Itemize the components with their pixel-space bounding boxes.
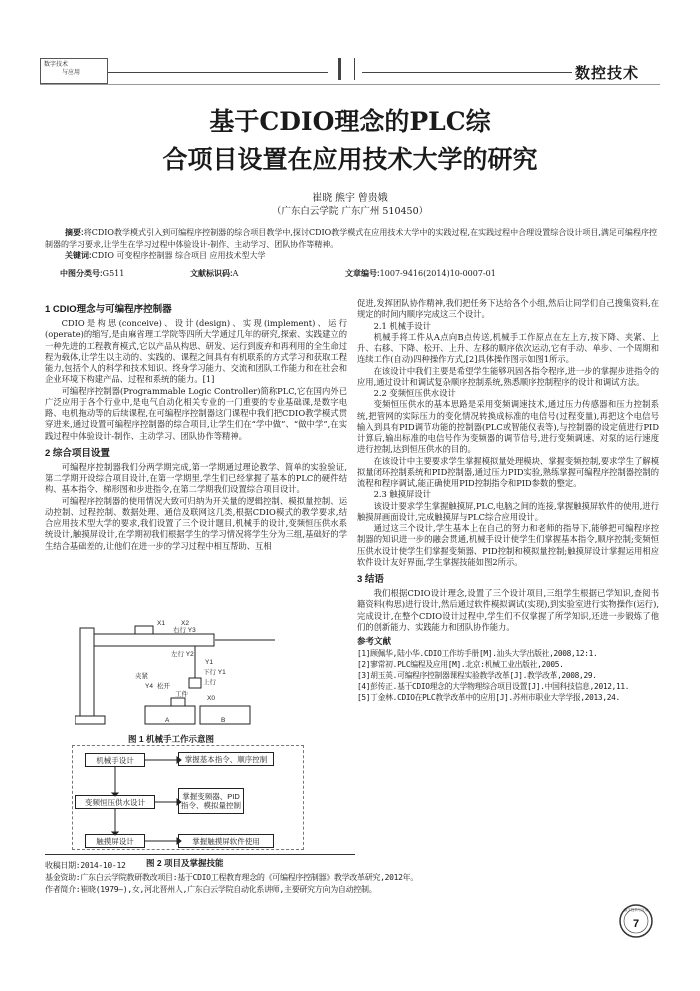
reference-item: [1]顾佩华,陆小华.CDIO工作坊手册[M].汕头大学出版社,2008,12:1. — [357, 649, 598, 659]
left-column-text — [45, 298, 347, 600]
reference-item: [5]丁金林.CDIO在PLC教学改革中的应用[J].苏州市职业大学学报,2013,24. — [357, 693, 620, 703]
header-divider-bar — [338, 58, 341, 80]
paragraph: 机械手将工件从A点向B点传送,机械手工作原点在左上方,按下降、夹紧、上升、右移、下降、松开、上升、左移的顺序依次运动,它有手动、单步、一个周期和连续工作(自动)四种操作方式,[2]具体操作图示如图1所示。 — [357, 331, 659, 365]
clc-code: 中图分类号:G511 — [60, 269, 125, 278]
footnote-block — [45, 860, 657, 896]
header-rule-right — [362, 72, 572, 73]
paragraph: 促进,发挥团队协作精神,我们把任务下达给各个小组,然后让同学们自己搜集资料,在规定的时间内顺序完成这三个设计。 — [357, 298, 659, 320]
label-left-y2: 左行 Y2 — [171, 651, 194, 658]
reference-item: [4]彭传正.基于CDIO理念的大学物理综合项目设置[J].中国科技信息,2012,11. — [357, 682, 630, 692]
label-up: 上行 — [203, 679, 216, 686]
section-3-heading: 3 结语 — [357, 574, 384, 585]
keywords-text: CDIO 可变程序控制器 综合项目 应用技术型大学 — [91, 251, 266, 260]
section-1-heading: 1 CDIO理念与可编程序控制器 — [45, 304, 172, 315]
abstract-label: 摘要: — [65, 228, 84, 237]
paragraph: 可编程序控制器(Programmable Logic Controller)简称PLC,它在国内外已广泛应用于各个行业中,是电气自动化相关专业的一门重要的专业基础课,是数字电路、电机拖动等的后续课程,在可编程序控制器这门课程中我们把CDIO教学模式贯穿进来,通过设置可编程序控制器的综合项目,让学生们在“学中做”、“做中学”,在实践过程中体验设计-制作、主动学习、团队协作等精神。 — [45, 385, 347, 441]
paragraph: CDIO是构思(conceive)、设计(design)、实现(implement)、运行(operate)的缩写,是由麻省理工学院等四所大学通过几年的研究,探索、实践建立的一种先进的工程教育模式,它以产品从构思、研发、运行到废弃和再利用的全生命过程为载体,让学生以主动的、实践的、课程之间具有有机联系的方式学习和获取工程能力,包括个人的科学和技术知识、终身学习能力、交流和团队工作能力和在社会和企业环境下构建产品、过程和系统的能力。[1] — [45, 318, 347, 385]
fig2-box-water-supply: 变频恒压供水设计 — [75, 795, 155, 809]
reference-item: [2]寥常初.PLC编程及应用[M].北京:机械工业出版社,2005. — [357, 660, 564, 670]
label-y4: Y4 — [145, 683, 153, 690]
affiliation: （广东白云学院 广东广州 510450） — [271, 206, 429, 217]
journal-name-line2: 与应用 — [62, 69, 81, 76]
reference-item: [3]胡玉英.可编程序控制器课程实验教学改革[J].教学改革,2008,29. — [357, 671, 597, 681]
figure2-caption: 图 2 项目及掌握技能 — [146, 858, 224, 868]
figure1-manipulator-diagram — [75, 620, 305, 728]
subsection-2-2: 2.2 变频恒压供水设计 — [373, 388, 456, 398]
workpiece — [171, 698, 185, 706]
fig2-box-manipulator: 机械手设计 — [85, 753, 145, 767]
subsection-2-3: 2.3 触摸屏设计 — [373, 489, 431, 500]
badge-text: 数字技术与应用 — [624, 908, 648, 912]
label-x1: X1 — [157, 620, 165, 627]
position-a-platform — [145, 706, 195, 724]
paragraph: 在该设计中我们主要是希望学生能够巩固各指令程序,进一步的掌握步进指令的应用,通过设计和调试复杂顺序控制系统,熟悉顺序控制程序的设计和调试方法。 — [357, 365, 659, 387]
column-base — [75, 716, 105, 724]
abstract-block — [45, 227, 657, 262]
label-right-y3: 右行 Y3 — [173, 627, 196, 634]
references-heading: 参考文献 — [357, 636, 392, 646]
footnote-rule — [45, 854, 355, 855]
page-number: 7 — [632, 918, 640, 930]
document-code: 文献标识码:A — [190, 269, 239, 278]
article-title-line1: 基于CDIO理念的PLC综 — [209, 107, 491, 136]
paragraph: 我们根据CDIO设计理念,设置了三个设计项目,三组学生根据已学知识,查阅书籍资料(构思)进行设计,然后通过软件模拟调试(实现),到实验室进行实物操作(运行),完成设计,在整个CDIO设计过程中,学生们不仅掌握了所学知识,还进一步锻炼了他们的创新能力、实践能力和团队协作能力。 — [357, 588, 659, 632]
label-workpiece: 工件 — [175, 691, 188, 698]
figure1-caption: 图 1 机械手工作示意图 — [128, 734, 214, 744]
gripper — [189, 678, 201, 688]
paragraph: 该设计要求学生掌握触摸屏,PLC,电脑之间的连接,掌握触摸屏软件的使用,进行触摸屏画面设计,完成触摸屏与PLC综合应用设计。 — [357, 500, 659, 522]
fig2-skill-inverter: 掌握变频器、PID指令、模拟量控制 — [178, 788, 244, 814]
article-title-line2: 合项目设置在应用技术大学的研究 — [162, 145, 538, 174]
page-number-badge — [618, 897, 654, 941]
paragraph: 在该设计中主要要求学生掌握模拟量处理模块、掌握变频控制,要求学生了解模拟量闭环控制系统和PID控制器,通过压力PID实验,熟练掌握可编程序控制器控制的流程和程序调试,能正确使用PID控制指令和PID参数的整定。 — [357, 455, 659, 488]
authors: 崔晓 熊宇 曾贵娥 — [312, 193, 388, 204]
header-divider-thin — [354, 58, 355, 80]
arm-carriage — [135, 626, 153, 634]
label-down-y1: 下行 Y1 — [203, 669, 226, 676]
section-2-heading: 2 综合项目设置 — [45, 447, 110, 459]
journal-name-line1: 数字技术 — [44, 61, 69, 68]
manipulator-column — [80, 628, 94, 716]
paragraph: 可编程序控制器我们分两学期完成,第一学期通过理论教学、简单的实验验证,第二学期开设综合项目设计,在第一学期里,学生们已经掌握了基本的PLC的硬件结构、基本指令、梯形图和步进指令,在第二学期我们设置综合项目设计。 — [45, 461, 347, 495]
paragraph: 可编程序控制器的使用情况大致可归纳为开关量的逻辑控制、模拟量控制、运动控制、过程控制、数据处理、通信及联网这几类,根据CDIO模式的教学要求,结合应用技术型大学的要求,我们设置了三个设计题目,机械手的设计,变频恒压供水系统设计,触摸屏设计,在学期初我们根据学生的学习情况将学生分为三组,基础好的学生结合基础差的,让他们在进一步的学习过程中相互帮助、互相 — [45, 495, 347, 551]
figure2-arrows — [72, 745, 304, 850]
label-x0: X0 — [207, 695, 215, 702]
journal-logo-box — [40, 58, 108, 84]
manipulator-arm — [94, 634, 214, 646]
label-clamp: 夹紧 — [135, 673, 148, 680]
fig2-skill-basic: 掌握基本指令、顺序控制 — [178, 752, 274, 766]
label-x2: X2 — [181, 620, 189, 627]
label-a: A — [165, 717, 170, 724]
paragraph: 通过这三个设计,学生基本上在自己的努力和老师的指导下,能够把可编程序控制器的知识进一步的融会贯通,机械手设计使学生们掌握基本指令,顺序控制;变频恒压供水设计使学生们掌握变频器、PID控制和模拟量控制;触摸屏设计掌握运用相应软件设计友好界面,学生掌握技能如图2所示。 — [357, 523, 659, 567]
fund-info: 基金资助:广东白云学院教研教改项目:基于CDIO工程教育理念的《可编程序控制器》教学改革研究,2012年。 — [45, 873, 419, 882]
subsection-2-1: 2.1 机械手设计 — [373, 320, 431, 331]
header-bottom-rule — [40, 84, 660, 85]
fig2-skill-software: 掌握触摸屏软件使用 — [178, 834, 274, 848]
abstract-text: 将CDIO教学模式引入到可编程序控制器的综合项目教学中,探讨CDIO教学模式在应用技术大学中的实践过程,在实践过程中合理设置综合设计项目,满足可编程序控制器的学习要求,让学生在学习过程中体验设计-制作、主动学习、团队协作等精神。 — [45, 228, 657, 249]
keywords-label: 关键词: — [65, 251, 92, 260]
label-y1: Y1 — [205, 659, 213, 666]
label-release: 松开 — [157, 683, 170, 690]
header-rule-left — [108, 72, 328, 73]
section-label: 数控技术 — [575, 65, 640, 82]
article-number: 文章编号:1007-9416(2014)10-0007-01 — [345, 269, 496, 278]
right-column-text — [357, 298, 659, 850]
label-b: B — [221, 717, 226, 724]
author-bio: 作者简介:崔晓(1979—),女,河北晋州人,广东白云学院自动化系讲师,主要研究方向为自动控制。 — [45, 885, 377, 894]
received-date: 收稿日期:2014-10-12 — [45, 861, 126, 870]
fig2-box-touchscreen: 触摸屏设计 — [85, 834, 145, 848]
paragraph: 变频恒压供水的基本思路是采用变频调速技术,通过压力传感器和压力控制系统,把管网的实际压力的变化情况转换成标准的电信号(过程变量),再把这个电信号输入到具有PID调节功能的控制器(PLC或智能仪表等),与控制器的设定值进行PID计算后,输出标准的电信号作为变频器的调节信号,进行变频调速、对泵的运行速度进行控制,达到恒压供水的目的。 — [357, 399, 659, 455]
